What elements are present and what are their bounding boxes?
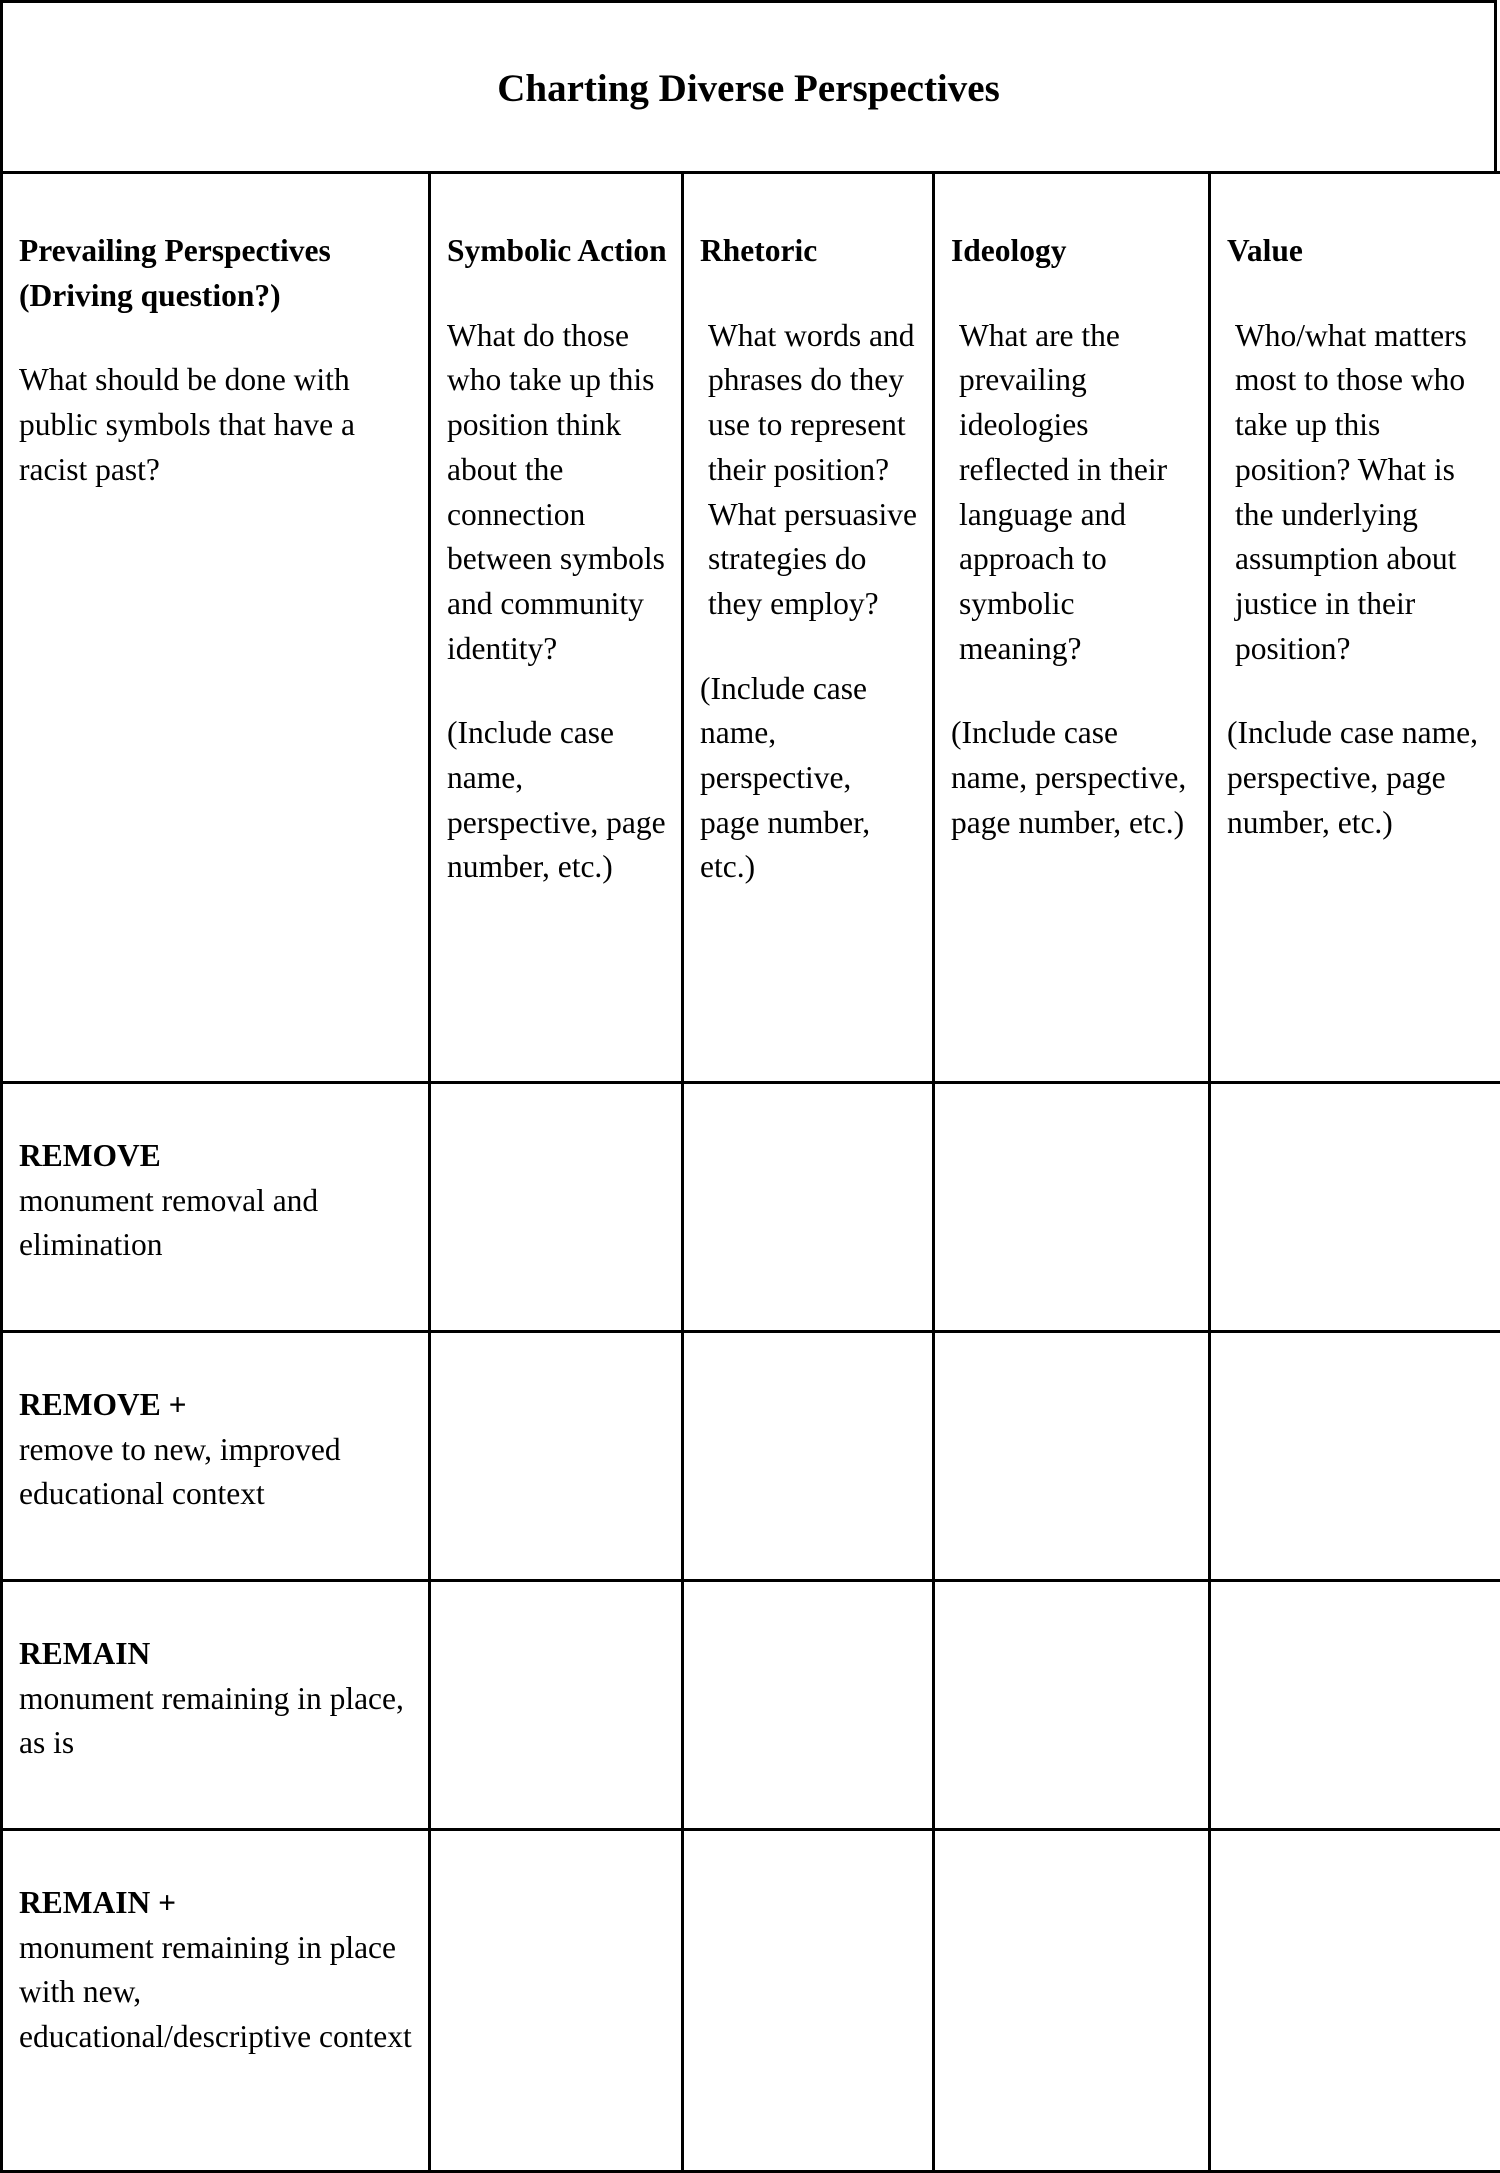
answer-cell-ideology[interactable]: [934, 1830, 1210, 2172]
row-label-cell: [2, 1332, 430, 1581]
answer-cell-value[interactable]: [1210, 1083, 1500, 1332]
row-description: monument removal and elimination: [19, 1179, 414, 1268]
ideology-prompt: What are the prevailing ideologies reflected in their language and approach to symbolic meaning?: [951, 274, 1194, 672]
header-cell-ideology: [934, 173, 1210, 1083]
answer-cell-rhetoric[interactable]: [683, 1083, 934, 1332]
header-cell-value: [1210, 173, 1500, 1083]
header-cell-prevailing: [2, 173, 430, 1083]
row-label: REMOVE +: [19, 1383, 414, 1428]
answer-cell-ideology[interactable]: [934, 1083, 1210, 1332]
symbolic-action-prompt: What do those who take up this position think about the connection between symbols and community identity?: [447, 314, 667, 672]
answer-cell-symbolic-action[interactable]: [430, 1083, 683, 1332]
answer-cell-symbolic-action[interactable]: [430, 1830, 683, 2172]
value-note: (Include case name, perspective, page number, etc.): [1227, 711, 1486, 845]
answer-cell-ideology[interactable]: [934, 1332, 1210, 1581]
value-heading: Value: [1227, 229, 1486, 274]
ideology-heading: Ideology: [951, 229, 1194, 274]
prevailing-heading: Prevailing Perspectives (Driving question?): [19, 229, 414, 318]
row-label-cell: [2, 1581, 430, 1830]
rhetoric-note: (Include case name, perspective, page number, etc.): [700, 667, 918, 891]
title-box: [0, 0, 1497, 171]
answer-cell-symbolic-action[interactable]: [430, 1332, 683, 1581]
symbolic-action-note: (Include case name, perspective, page number, etc.): [447, 711, 667, 890]
ideology-note: (Include case name, perspective, page number, etc.): [951, 711, 1194, 845]
row-description: remove to new, improved educational context: [19, 1428, 414, 1517]
table-row: [2, 1332, 1500, 1581]
table-row: [2, 1581, 1500, 1830]
rhetoric-prompt: What words and phrases do they use to represent their position? What persuasive strategies do they employ?: [700, 274, 918, 627]
answer-cell-ideology[interactable]: [934, 1581, 1210, 1830]
answer-cell-value[interactable]: [1210, 1581, 1500, 1830]
perspectives-table: [0, 171, 1500, 2173]
answer-cell-value[interactable]: [1210, 1332, 1500, 1581]
row-label-cell: [2, 1083, 430, 1332]
row-label: REMAIN: [19, 1632, 414, 1677]
row-label-cell: [2, 1830, 430, 2172]
header-cell-rhetoric: [683, 173, 934, 1083]
answer-cell-symbolic-action[interactable]: [430, 1581, 683, 1830]
header-cell-symbolic-action: [430, 173, 683, 1083]
driving-question: What should be done with public symbols that have a racist past?: [19, 358, 414, 492]
row-label: REMOVE: [19, 1134, 414, 1179]
row-description: monument remaining in place with new, educational/descriptive context: [19, 1926, 414, 2060]
table-row: [2, 1830, 1500, 2172]
page-title: Charting Diverse Perspectives: [497, 66, 1000, 111]
answer-cell-rhetoric[interactable]: [683, 1332, 934, 1581]
rhetoric-heading: Rhetoric: [700, 229, 918, 274]
table-row: [2, 1083, 1500, 1332]
row-label: REMAIN +: [19, 1881, 414, 1926]
value-prompt: Who/what matters most to those who take up this position? What is the underlying assumption about justice in their position?: [1227, 274, 1486, 672]
answer-cell-rhetoric[interactable]: [683, 1830, 934, 2172]
symbolic-action-heading: Symbolic Action: [447, 229, 667, 274]
header-row: [2, 173, 1500, 1083]
answer-cell-rhetoric[interactable]: [683, 1581, 934, 1830]
row-description: monument remaining in place, as is: [19, 1677, 414, 1766]
answer-cell-value[interactable]: [1210, 1830, 1500, 2172]
